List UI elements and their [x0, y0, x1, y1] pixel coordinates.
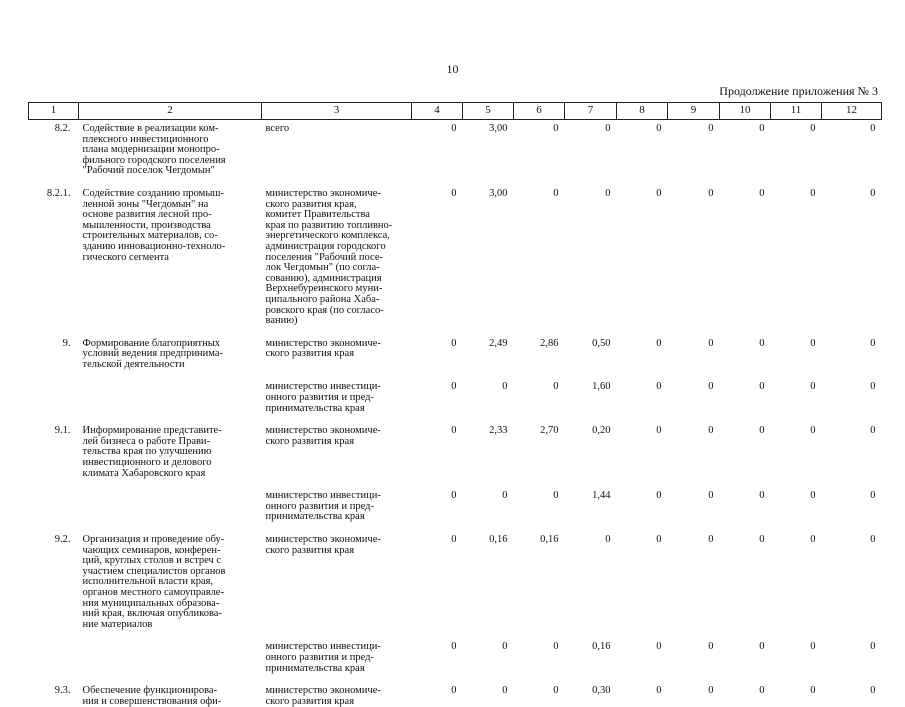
- row-code: 9.3.: [54, 685, 71, 697]
- row-value: 0: [708, 187, 714, 199]
- row-value: 0: [708, 123, 714, 134]
- row-value: 3,00: [489, 187, 508, 199]
- row-value: 0: [451, 187, 457, 199]
- row-value: 0: [870, 490, 876, 502]
- table-header-row: [29, 103, 882, 120]
- row-executor: министерство экономиче- ского развития края: [265, 337, 381, 360]
- row-value: 0: [759, 425, 765, 437]
- row-value: 0: [605, 534, 611, 545]
- row-value: 2,49: [489, 337, 508, 349]
- row-value: 0: [553, 641, 559, 653]
- row-value: 0: [759, 187, 765, 199]
- column-header-3: 3: [262, 103, 412, 120]
- row-value: 0: [656, 425, 662, 437]
- row-value: 0: [759, 490, 765, 502]
- row-value: 0: [708, 425, 714, 437]
- row-value: 0: [810, 425, 816, 437]
- row-value: 0: [810, 641, 816, 653]
- column-header-8: 8: [617, 103, 668, 120]
- row-value: 0: [708, 381, 714, 393]
- row-value: 0: [870, 187, 876, 199]
- table-row: [29, 630, 882, 674]
- row-executor: министерство экономиче- ского развития края: [265, 534, 381, 556]
- row-executor: всего: [265, 123, 290, 134]
- table-row: [29, 523, 882, 630]
- row-name: Информирование представите- лей бизнеса о работе Прави- тельства края по улучшению инвестиционного и делового климата Хабаровского края: [82, 425, 222, 479]
- row-value: 0: [810, 337, 816, 349]
- row-executor: министерство экономиче- ского развития края: [265, 685, 381, 707]
- row-name: Содействие созданию промыш- ленной зоны "Чегдомын" на основе развития лесной про- мышленности, производства строительных материалов, со- зданию инновационно-техноло- гического сегмента: [82, 187, 226, 263]
- row-value: 2,86: [540, 337, 559, 349]
- row-code: 9.1.: [54, 425, 71, 437]
- row-value: 0: [810, 187, 816, 199]
- row-value: 0: [656, 123, 662, 134]
- row-name: [79, 370, 262, 414]
- row-value: 2,33: [489, 425, 508, 437]
- row-code: 9.: [62, 337, 71, 349]
- row-value: 0: [870, 381, 876, 393]
- column-header-5: 5: [463, 103, 514, 120]
- table-row: [29, 177, 882, 327]
- row-value: 0: [708, 534, 714, 545]
- row-value: 0: [451, 534, 457, 545]
- column-header-1: 1: [29, 103, 79, 120]
- row-name: Формирование благоприятных условий ведения предпринима- тельской деятельности: [82, 337, 224, 370]
- column-header-2: 2: [79, 103, 262, 120]
- row-value: 0: [553, 685, 559, 697]
- row-value: 0,30: [592, 685, 611, 697]
- row-code: [29, 370, 79, 414]
- row-value: 0: [553, 381, 559, 393]
- table-row: [29, 414, 882, 479]
- row-value: 0: [870, 123, 876, 134]
- row-value: 0: [759, 337, 765, 349]
- column-header-12: 12: [822, 103, 882, 120]
- column-header-6: 6: [514, 103, 565, 120]
- column-header-10: 10: [720, 103, 771, 120]
- row-value: 2,70: [540, 425, 559, 437]
- row-executor: министерство экономиче- ского развития края, комитет Правительства края по развитию топливно- энергетического комплекса, администрация городского поселения "Рабочий посе- лок Чегдомын" (по согла- сованию), администрация Верхнебуреинского муни- ципального района Хаба- ровского края (по согласо- ванию): [265, 187, 393, 327]
- column-header-9: 9: [668, 103, 720, 120]
- table-row: [29, 120, 882, 177]
- row-value: 0: [502, 381, 508, 393]
- row-name: Содействие в реализации ком- плексного инвестиционного плана модернизации монопро- фильного городского поселения "Рабочий поселок Чегдомын": [82, 123, 226, 177]
- row-value: 0: [451, 641, 457, 653]
- row-value: 0: [656, 490, 662, 502]
- row-value: 0: [708, 641, 714, 653]
- row-name: Обеспечение функционирова- ния и совершенствования офи-: [82, 685, 222, 707]
- row-value: 0: [451, 490, 457, 502]
- row-value: 0: [656, 187, 662, 199]
- row-value: 0: [759, 534, 765, 545]
- row-value: 0: [810, 123, 816, 134]
- row-value: 0: [605, 123, 611, 134]
- row-value: 0,50: [592, 337, 611, 349]
- row-value: 0: [708, 490, 714, 502]
- row-value: 0: [810, 685, 816, 697]
- row-value: 0: [553, 490, 559, 502]
- row-value: 0: [870, 534, 876, 545]
- row-name: [79, 479, 262, 523]
- row-code: [29, 630, 79, 674]
- row-value: 0: [759, 685, 765, 697]
- row-value: 0: [502, 490, 508, 502]
- row-value: 0: [656, 534, 662, 545]
- column-header-11: 11: [771, 103, 822, 120]
- row-value: 0: [759, 641, 765, 653]
- row-value: 0: [656, 641, 662, 653]
- row-value: 0: [708, 685, 714, 697]
- funding-table: [28, 102, 881, 707]
- row-value: 0: [870, 425, 876, 437]
- row-value: 0: [451, 123, 457, 134]
- row-value: 0: [810, 534, 816, 545]
- continuation-label: Продолжение приложения № 3: [719, 84, 878, 98]
- row-value: 0: [810, 490, 816, 502]
- row-value: 0: [656, 381, 662, 393]
- page-number: 10: [446, 62, 459, 76]
- row-code: [29, 479, 79, 523]
- row-value: 0: [451, 425, 457, 437]
- table-row: [29, 327, 882, 371]
- row-executor: министерство инвестици- онного развития и пред- принимательства края: [265, 641, 381, 674]
- row-value: 0: [451, 685, 457, 697]
- row-code: 8.2.1.: [46, 187, 71, 199]
- row-value: 0: [870, 685, 876, 697]
- row-value: 0,20: [592, 425, 611, 437]
- row-value: 0: [451, 381, 457, 393]
- row-value: 0: [759, 381, 765, 393]
- row-value: 3,00: [489, 123, 508, 134]
- row-executor: министерство инвестици- онного развития и пред- принимательства края: [265, 381, 381, 414]
- row-code: 8.2.: [54, 123, 71, 134]
- row-value: 0: [708, 337, 714, 349]
- row-value: 0: [810, 381, 816, 393]
- row-value: 0,16: [489, 534, 508, 545]
- row-value: 0: [605, 187, 611, 199]
- row-value: 0,16: [540, 534, 559, 545]
- row-value: 0: [502, 641, 508, 653]
- row-value: 0: [553, 123, 559, 134]
- row-value: 1,44: [592, 490, 611, 502]
- row-value: 0: [870, 641, 876, 653]
- table-row: [29, 370, 882, 414]
- row-value: 0: [759, 123, 765, 134]
- row-executor: министерство экономиче- ского развития края: [265, 425, 381, 447]
- column-header-7: 7: [565, 103, 617, 120]
- row-value: 0,16: [592, 641, 611, 653]
- row-value: 0: [656, 337, 662, 349]
- row-code: 9.2.: [54, 534, 71, 545]
- row-name: [79, 630, 262, 674]
- row-value: 0: [553, 187, 559, 199]
- row-executor: министерство инвестици- онного развития и пред- принимательства края: [265, 490, 381, 523]
- row-value: 0: [656, 685, 662, 697]
- table-row: [29, 674, 882, 707]
- row-value: 1,60: [592, 381, 611, 393]
- row-value: 0: [451, 337, 457, 349]
- row-name: Организация и проведение обу- чающих семинаров, конферен- ций, круглых столов и встреч с участием специалистов органов исполнительной власти края, органов местного самоуправле- ния муниципальных образова- ний края, включая опубликова- ние материалов: [82, 534, 226, 630]
- row-value: 0: [502, 685, 508, 697]
- row-value: 0: [870, 337, 876, 349]
- column-header-4: 4: [412, 103, 463, 120]
- table-row: [29, 479, 882, 523]
